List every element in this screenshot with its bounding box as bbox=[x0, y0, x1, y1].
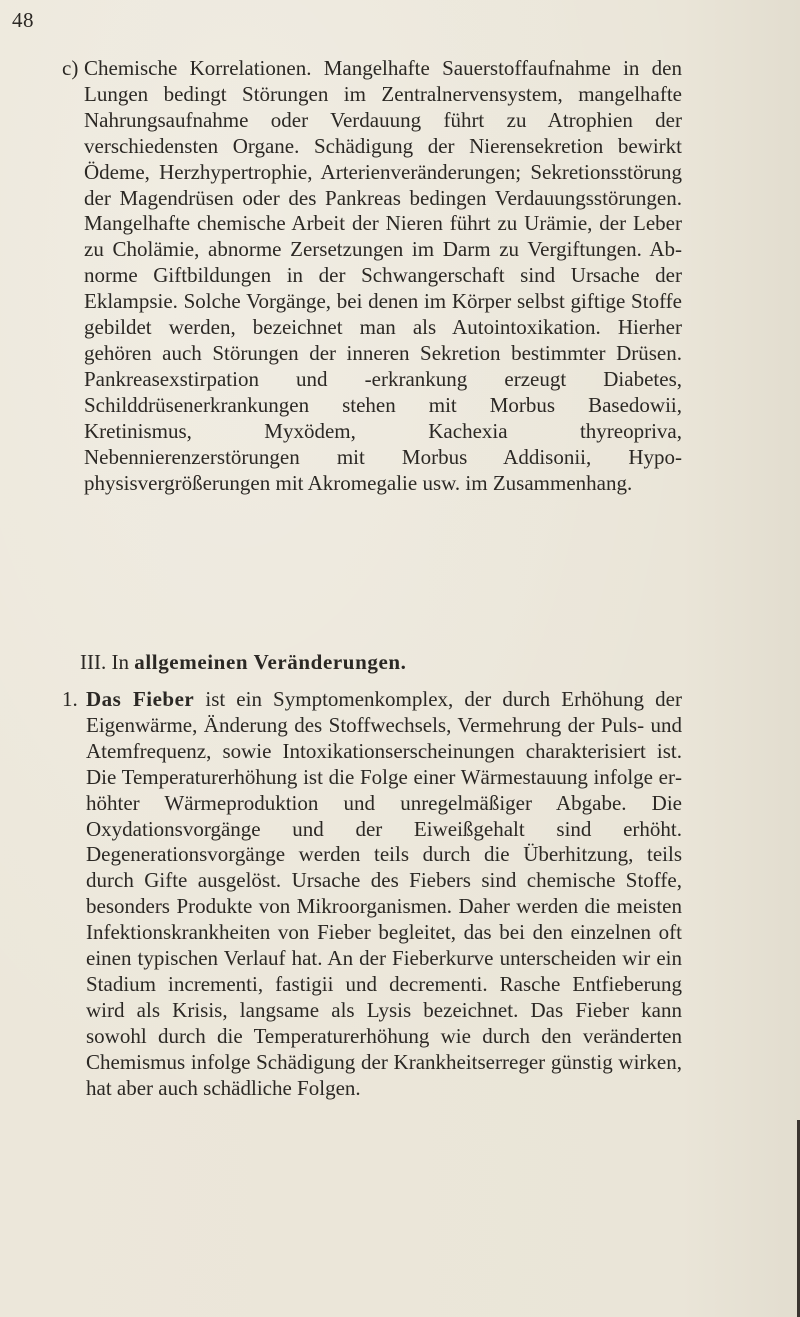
section-1-marker: 1. bbox=[62, 687, 78, 711]
section-1-body bbox=[62, 687, 682, 1102]
section-1-paragraph bbox=[62, 687, 682, 1102]
section-1-text: ist ein Symptomenkomplex, der durch Erhöhung der Eigenwärme, Änderung des Stoffwechsels, Vermehrung der Puls- und Atemfrequenz, sowie Intoxikationserscheinungen charakterisiert ist. Die Temperaturerhöhung ist die Folge einer Wärmestauung infolge erhöhter Wärmeproduktion und unregelmäßiger Abgabe. Die Oxydationsvorgänge und der Eiweißgehalt sind erhöht. Degenerationsvorgänge werden teils durch die Überhitzung, teils durch Gifte ausgelöst. Ursache des Fiebers sind chemische Stoffe, besonders Produkte von Mikroorganismen. Daher werden die meisten Infektionskrankheiten von Fieber begleitet, das bei den einzelnen oft einen typischen Verlauf hat. An der Fieberkurve unterscheiden wir ein Stadium incrementi, fastigii und decrementi. Rasche Entfieberung wird als Krisis, langsame als Lysis bezeichnet. Das Fieber kann sowohl durch die Temperaturerhöhung wie durch den veränderten Chemismus infolge Schädigung der Krankheitserreger günstig wirken, hat aber auch schädliche Folgen. bbox=[86, 687, 682, 1100]
section-1-term: Das Fieber bbox=[86, 687, 195, 711]
section-c-text: Chemische Korrelationen. Mangelhafte Sauerstoffaufnahme in den Lungen bedingt Störungen im Zentralnervensystem, mangelhafte Nahrungsaufnahme oder Verdauung führt zu Atrophien der verschiedensten Organe. Schädigung der Nierensekretion bewirkt Ödeme, Herzhypertrophie, Arterienveränderungen; Sekretionsstörung der Magendrüsen oder des Pankreas bedingen Verdauungsstörungen. Mangelhafte chemische Arbeit der Nieren führt zu Urämie, der Leber zu Cholämie, abnorme Zersetzungen im Darm zu Vergiftungen. Abnorme Giftbildungen in der Schwangerschaft sind Ursache der Eklampsie. Solche Vorgänge, bei denen im Körper selbst giftige Stoffe gebildet werden, bezeichnet man als Autointoxikation. Hierher gehören auch Störungen der inneren Sekretion bestimmter Drüsen. Pankreasexstirpation und -erkrankung erzeugt Diabetes, Schilddrüsenerkrankungen stehen mit Morbus Basedowii, Kretinismus, Myxödem, Kachexia thyreopriva, Nebennierenzerstörungen mit Morbus Addisonii, Hypophysisvergrößerungen mit Akromegalie usw. im Zusammenhang. bbox=[84, 56, 682, 495]
section-iii-heading bbox=[80, 650, 407, 675]
page-number: 48 bbox=[12, 8, 34, 32]
section-iii-heading-prefix: III. In bbox=[80, 650, 135, 674]
section-c-paragraph bbox=[62, 56, 682, 496]
section-c-marker: c) bbox=[62, 56, 79, 80]
section-iii-heading-title: allgemeinen Veränderungen. bbox=[134, 650, 407, 674]
